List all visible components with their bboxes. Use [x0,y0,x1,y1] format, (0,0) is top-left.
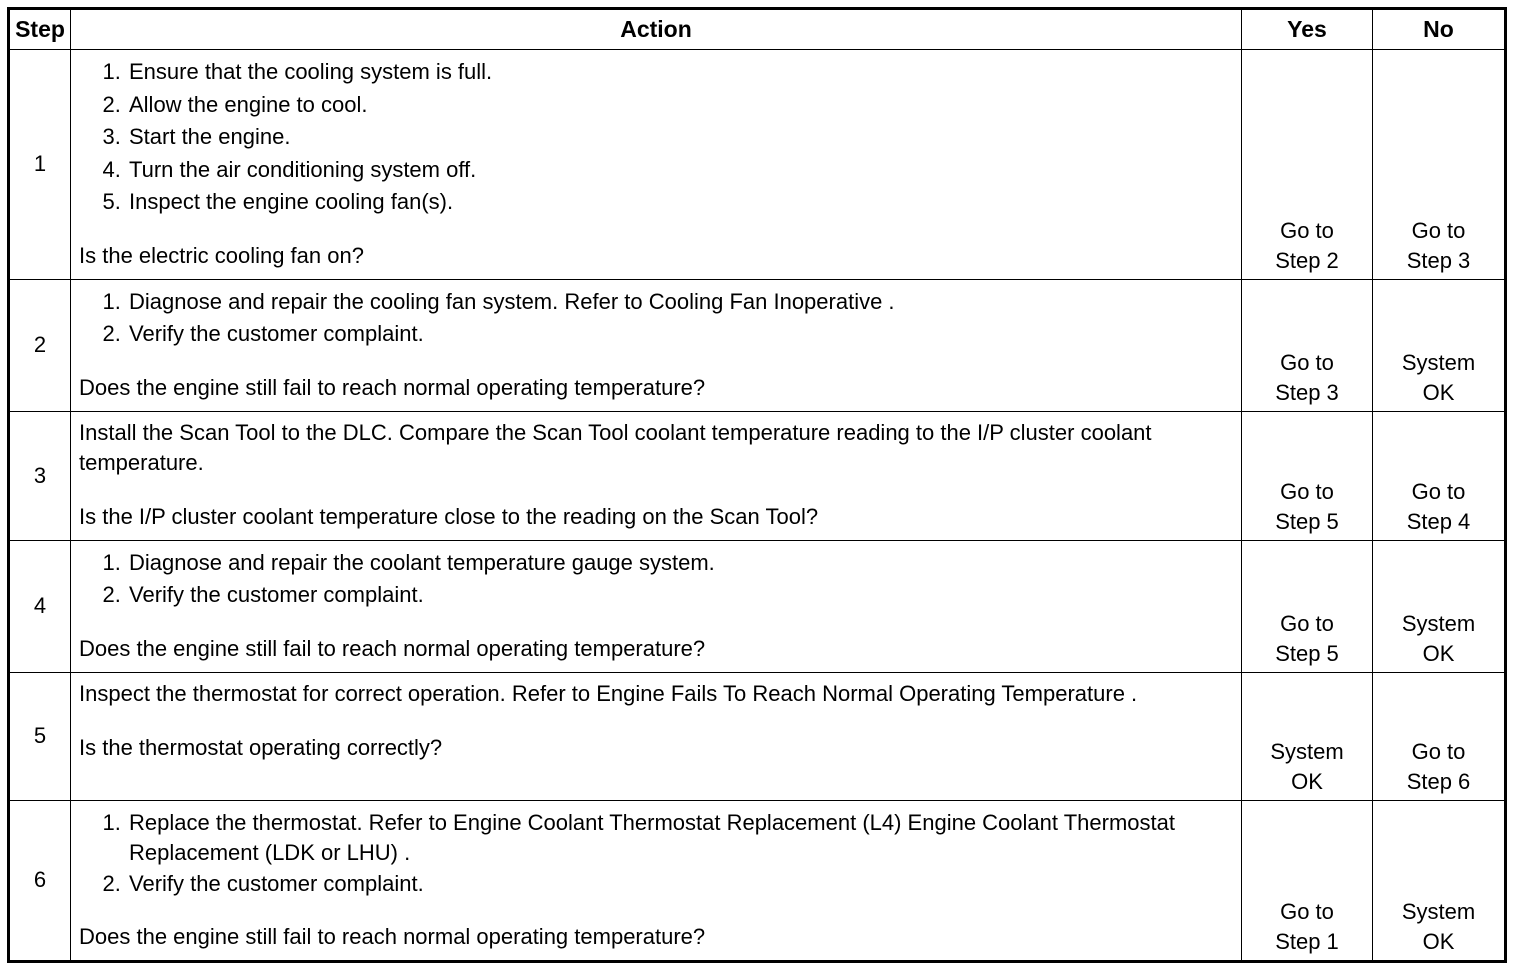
instruction-item: 2. Verify the customer complaint. [127,318,1233,351]
yes-result-line: Step 3 [1275,379,1339,405]
header-row [9,9,1506,50]
yes-result [1242,411,1373,540]
table-row [9,50,1506,280]
yes-result [1242,50,1373,280]
action-cell [71,800,1242,962]
no-result-line: OK [1422,379,1455,405]
yes-result-line: Step 5 [1275,508,1339,534]
no-result [1373,672,1506,800]
action-cell [71,279,1242,411]
no-result-line: Go to [1411,217,1466,243]
header-step: Step [9,9,71,50]
instruction-item: 5. Inspect the engine cooling fan(s). [127,186,1233,219]
action-paragraph: Install the Scan Tool to the DLC. Compare the Scan Tool coolant temperature reading to the I/P cluster coolant temperature. [79,419,1152,475]
yes-result-line: Go to [1280,349,1334,375]
yes-result-line: System [1270,738,1344,764]
instruction-item: 3. Start the engine. [127,121,1233,154]
table-row [9,672,1506,800]
instruction-item: 2. Allow the engine to cool. [127,89,1233,122]
yes-result [1242,279,1373,411]
yes-result-line: OK [1291,768,1323,794]
no-result-line: System [1401,349,1476,375]
question-text: Does the engine still fail to reach normal operating temperature? [79,924,706,949]
no-result-line: System [1401,610,1476,636]
header-no: No [1373,9,1506,50]
no-result-line: Step 3 [1406,247,1471,273]
yes-result-line: Step 2 [1275,247,1339,273]
step-number: 1 [9,50,71,280]
yes-result [1242,540,1373,672]
step-number: 6 [9,800,71,962]
action-cell [71,411,1242,540]
action-cell [71,50,1242,280]
step-number: 3 [9,411,71,540]
yes-result-line: Step 5 [1275,640,1339,666]
question-text: Does the engine still fail to reach normal operating temperature? [79,635,706,661]
action-cell [71,672,1242,800]
action-cell [71,540,1242,672]
yes-result-line: Go to [1280,610,1334,636]
instruction-list [79,547,1233,612]
diagnostic-table [7,7,1507,963]
instruction-item: 4. Turn the air conditioning system off. [127,154,1233,187]
no-result-line: System [1401,899,1476,924]
instruction-item: 1. Ensure that the cooling system is full. [127,56,1233,89]
no-result [1373,800,1506,962]
instruction-item: 1. Diagnose and repair the cooling fan system. Refer to Cooling Fan Inoperative . [127,286,1233,319]
no-result [1373,279,1506,411]
instruction-item: 2. Verify the customer complaint. [127,868,1233,901]
step-number: 4 [9,540,71,672]
step-number: 2 [9,279,71,411]
table-row [9,540,1506,672]
question-text: Is the I/P cluster coolant temperature close to the reading on the Scan Tool? [79,503,819,529]
instruction-item [127,807,1233,868]
action-paragraph: Inspect the thermostat for correct operation. Refer to Engine Fails To Reach Normal Operating Temperature . [79,680,1138,706]
instruction-list [79,807,1233,901]
no-result-line: Step 6 [1406,768,1471,794]
no-result [1373,50,1506,280]
table-row [9,800,1506,962]
no-result-line: OK [1422,929,1455,954]
header-action: Action [71,9,1242,50]
no-result [1373,411,1506,540]
yes-result-line: Step 1 [1275,929,1339,954]
yes-result [1242,672,1373,800]
yes-result-line: Go to [1280,899,1334,924]
instruction-item: 1. Diagnose and repair the coolant temperature gauge system. [127,547,1233,580]
table-row [9,411,1506,540]
question-text: Does the engine still fail to reach normal operating temperature? [79,374,706,400]
no-result-line: Step 4 [1406,508,1471,534]
step-number: 5 [9,672,71,800]
yes-result-line: Go to [1280,217,1334,243]
no-result [1373,540,1506,672]
no-result-line: OK [1422,640,1455,666]
table-row [9,279,1506,411]
header-yes: Yes [1242,9,1373,50]
no-result-line: Go to [1411,478,1466,504]
instruction-item-text: 1. Replace the thermostat. Refer to Engine Coolant Thermostat Replacement (L4) Engine Coolant Thermostat Replacement (LDK or LHU) . [129,809,1175,865]
question-text: Is the electric cooling fan on? [79,242,364,268]
instruction-list [79,286,1233,351]
no-result-line: Go to [1411,738,1466,764]
yes-result-line: Go to [1280,478,1334,504]
question-text: Is the thermostat operating correctly? [79,734,443,760]
instruction-item: 2. Verify the customer complaint. [127,579,1233,612]
instruction-list [79,56,1233,219]
yes-result [1242,800,1373,962]
